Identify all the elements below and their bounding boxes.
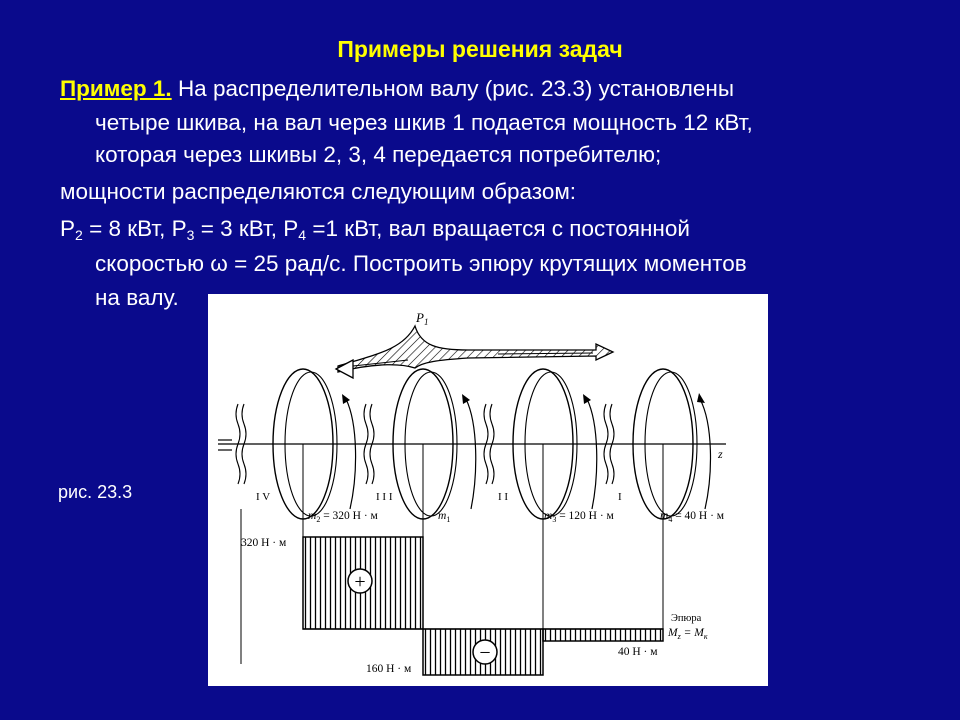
- p2-value: = 8 кВт,: [82, 216, 172, 241]
- svg-text:+: +: [354, 571, 366, 593]
- shaft-figure: [208, 294, 768, 686]
- shaft-diagram-svg: [208, 294, 768, 686]
- section-label-iii: I I I: [376, 491, 393, 503]
- p3-value: = 3 кВт,: [194, 216, 284, 241]
- problem-line-7: на валу.: [95, 285, 179, 310]
- p4-value: =1 кВт, вал вращается с постоянной: [306, 216, 690, 241]
- epure-title: Эпюра: [671, 613, 702, 624]
- section-label-ii: I I: [498, 491, 509, 503]
- problem-line-2: четыре шкива, на вал через шкив 1 подается мощность 12 кВт,: [95, 110, 753, 135]
- value-label-160: 160 Н · м: [366, 663, 412, 675]
- problem-line-1-text: На распределительном валу (рис. 23.3) установлены: [177, 76, 734, 101]
- section-label-iv: I V: [256, 491, 271, 503]
- p2-symbol: P: [60, 216, 76, 241]
- value-label-320: 320 Н · м: [241, 537, 287, 549]
- minus-sign-marker: [473, 640, 497, 664]
- m2-label: $m_2 = 320$ Н · м: [308, 510, 378, 524]
- svg-text:−: −: [479, 642, 491, 664]
- small-torque-region: [543, 629, 663, 641]
- p4-symbol: P: [283, 216, 299, 241]
- slide-title: Примеры решения задач: [337, 36, 623, 62]
- problem-line-1: [60, 74, 734, 104]
- plus-sign-marker: [348, 569, 372, 593]
- problem-line-6: скоростью ω = 25 рад/с. Построить эпюру крутящих моментов: [95, 251, 747, 276]
- problem-line-5: [60, 214, 690, 244]
- m4-label: $m_4 = 40$ Н · м: [660, 510, 725, 524]
- power-flow-arrow: [336, 326, 613, 378]
- section-label-i: I: [618, 491, 622, 503]
- m3-label: $m_3 = 120$ Н · м: [544, 510, 614, 524]
- p3-subscript: 3: [186, 227, 195, 243]
- problem-line-3: которая через шкивы 2, 3, 4 передается потребителю;: [95, 142, 662, 167]
- p3-symbol: P: [171, 216, 187, 241]
- figure-caption: рис. 23.3: [58, 482, 133, 502]
- p2-subscript: 2: [75, 227, 83, 243]
- value-label-40: 40 Н · м: [618, 646, 658, 658]
- m1-label: $m_1$: [438, 510, 451, 524]
- epure-formula: $M_z = M_к$: [668, 627, 708, 641]
- problem-line-4: мощности распределяются следующим образом:: [60, 179, 577, 204]
- z-axis-label: z: [718, 447, 723, 461]
- p4-subscript: 4: [298, 227, 307, 243]
- example-label: Пример 1.: [60, 76, 172, 101]
- p1-label: $P_1$: [416, 310, 429, 327]
- shaft-axis: [218, 440, 726, 450]
